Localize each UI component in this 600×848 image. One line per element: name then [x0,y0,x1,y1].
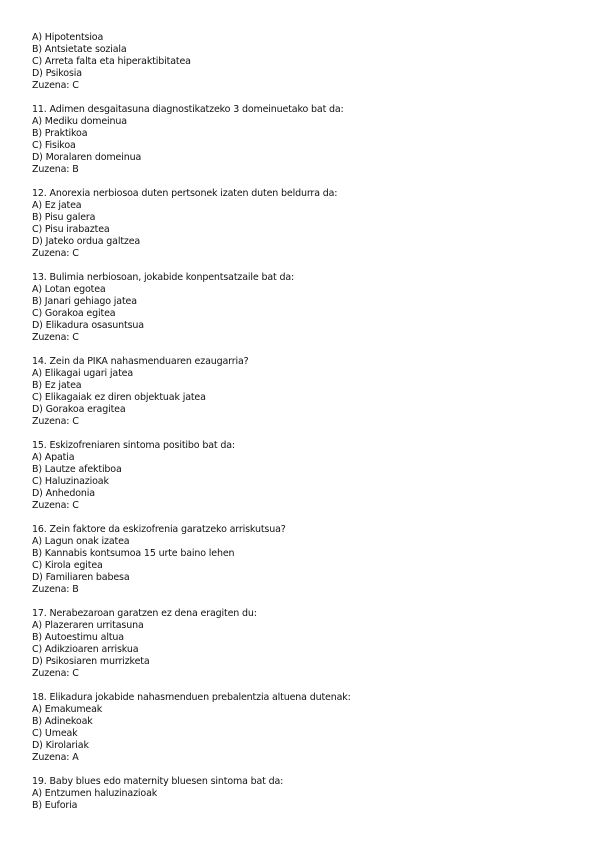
option-line: B) Janari gehiago jatea [32,296,137,307]
question-block-19 [32,776,572,812]
option-line: A) Lagun onak izatea [32,536,130,547]
question-block-16 [32,524,572,596]
option-line: D) Anhedonia [32,488,95,499]
answer-line: Zuzena: C [32,668,79,679]
question-block-18 [32,692,572,764]
option-line: B) Autoestimu altua [32,632,124,643]
question-text: 11. Adimen desgaitasuna diagnostikatzeko 3 domeinuetako bat da: [32,104,344,115]
question-block-13 [32,272,572,344]
question-block-14 [32,356,572,428]
option-line: D) Moralaren domeinua [32,152,142,163]
option-line: D) Psikosia [32,68,82,79]
answer-line: Zuzena: B [32,584,79,595]
question-text: 14. Zein da PIKA nahasmenduaren ezaugarria? [32,356,249,367]
option-line: A) Plazeraren urritasuna [32,620,144,631]
option-line: B) Praktikoa [32,128,88,139]
option-line: C) Fisikoa [32,140,76,151]
option-line: C) Umeak [32,728,78,739]
option-line: B) Antsietate soziala [32,44,127,55]
option-line: B) Adinekoak [32,716,93,727]
option-line: C) Arreta falta eta hiperaktibitatea [32,56,191,67]
option-line: C) Elikagaiak ez diren objektuak jatea [32,392,206,403]
option-line: D) Elikadura osasuntsua [32,320,144,331]
option-line: B) Kannabis kontsumoa 15 urte baino lehen [32,548,235,559]
document-page [32,32,572,824]
option-line: A) Lotan egotea [32,284,106,295]
answer-line: Zuzena: C [32,332,79,343]
question-text: 18. Elikadura jokabide nahasmenduen prebalentzia altuena dutenak: [32,692,351,703]
question-text: 15. Eskizofreniaren sintoma positibo bat da: [32,440,235,451]
option-line: A) Apatia [32,452,75,463]
answer-line: Zuzena: C [32,248,79,259]
option-line: C) Kirola egitea [32,560,103,571]
question-block-17 [32,608,572,680]
option-line: D) Familiaren babesa [32,572,130,583]
option-line: D) Jateko ordua galtzea [32,236,141,247]
answer-line: Zuzena: C [32,416,79,427]
question-text: 13. Bulimia nerbiosoan, jokabide konpentsatzaile bat da: [32,272,295,283]
question-text: 12. Anorexia nerbiosoa duten pertsonek izaten duten beldurra da: [32,188,338,199]
question-block-10 [32,32,572,92]
option-line: D) Gorakoa eragitea [32,404,126,415]
option-line: A) Emakumeak [32,704,103,715]
option-line: D) Kirolariak [32,740,89,751]
option-line: C) Pisu irabaztea [32,224,110,235]
option-line: D) Psikosiaren murrizketa [32,656,150,667]
question-block-15 [32,440,572,512]
option-line: C) Gorakoa egitea [32,308,116,319]
question-text: 16. Zein faktore da eskizofrenia garatzeko arriskutsua? [32,524,286,535]
option-line: B) Lautze afektiboa [32,464,122,475]
question-block-12 [32,188,572,260]
option-line: A) Mediku domeinua [32,116,127,127]
option-line: B) Pisu galera [32,212,96,223]
option-line: A) Ez jatea [32,200,82,211]
answer-line: Zuzena: C [32,80,79,91]
answer-line: Zuzena: B [32,164,79,175]
question-text: 17. Nerabezaroan garatzen ez dena eragiten du: [32,608,257,619]
option-line: B) Euforia [32,800,78,811]
answer-line: Zuzena: A [32,752,79,763]
question-text: 19. Baby blues edo maternity bluesen sintoma bat da: [32,776,284,787]
option-line: C) Adikzioaren arriskua [32,644,139,655]
option-line: A) Entzumen haluzinazioak [32,788,158,799]
option-line: C) Haluzinazioak [32,476,109,487]
answer-line: Zuzena: C [32,500,79,511]
option-line: A) Elikagai ugari jatea [32,368,134,379]
question-block-11 [32,104,572,176]
option-line: B) Ez jatea [32,380,82,391]
option-line: A) Hipotentsioa [32,32,104,43]
